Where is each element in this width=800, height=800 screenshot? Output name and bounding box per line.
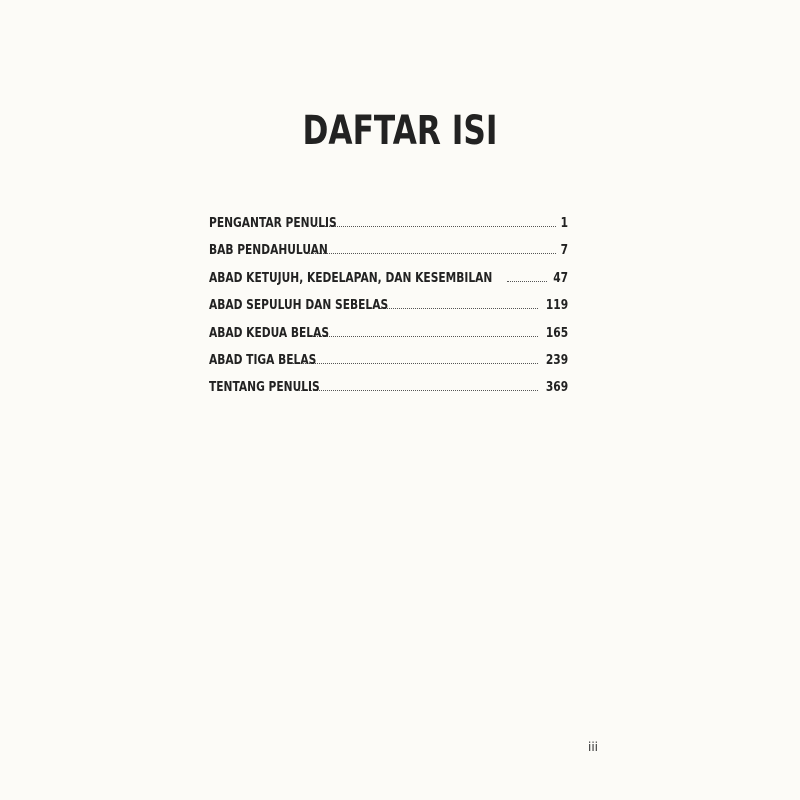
toc-entry: [209, 353, 568, 380]
dot-leader: [380, 308, 538, 309]
dot-leader: [293, 363, 538, 364]
dot-leader: [308, 336, 538, 337]
toc-entry-label: ABAD SEPULUH DAN SEBELAS: [209, 298, 389, 314]
dot-leader: [297, 390, 538, 391]
toc-entry-label: PENGANTAR PENULIS: [209, 216, 337, 231]
toc-entry-label: ABAD KETUJUH, KEDELAPAN, DAN KESEMBILAN: [209, 270, 493, 286]
page-title: DAFTAR ISI: [302, 108, 498, 154]
toc-entry-page: 7: [560, 243, 568, 259]
toc-entry-page: 369: [545, 380, 568, 396]
dot-leader: [317, 226, 556, 227]
toc-entry-label: ABAD KEDUA BELAS: [209, 325, 330, 341]
toc-entry-page: 119: [545, 298, 568, 314]
toc-entry: [209, 271, 568, 298]
page-number: iii: [587, 740, 598, 754]
toc-entry: [209, 216, 568, 243]
toc-entry-page: 47: [553, 270, 568, 286]
toc-entry-label: ABAD TIGA BELAS: [209, 352, 317, 368]
toc-entry-label: BAB PENDAHULUAN: [209, 243, 328, 259]
toc-entry-label: TENTANG PENULIS: [209, 380, 320, 396]
dot-leader: [507, 281, 547, 282]
toc-entry-page: 165: [545, 325, 568, 341]
table-of-contents: [209, 216, 568, 408]
toc-entry-page: 239: [545, 352, 568, 368]
toc-entry: [209, 326, 568, 353]
toc-entry-page: 1: [560, 216, 568, 231]
toc-entry: [209, 380, 568, 407]
dot-leader: [307, 253, 556, 254]
toc-entry: [209, 243, 568, 270]
toc-entry: [209, 298, 568, 325]
